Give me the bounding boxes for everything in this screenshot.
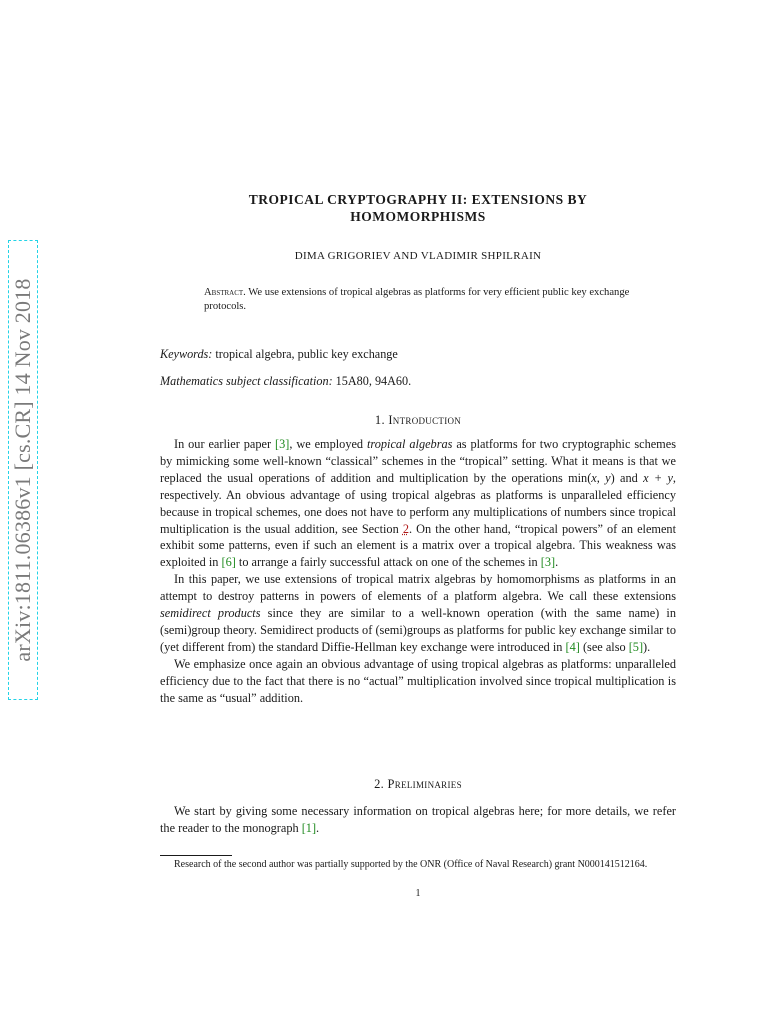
section-heading-introduction	[160, 413, 676, 428]
paper-title	[160, 191, 676, 225]
abstract-text: We use extensions of tropical algebras as platforms for very efficient public key exchange protocols.	[204, 287, 630, 312]
section-title: Introduction	[388, 413, 462, 427]
footnote-rule	[160, 855, 232, 856]
text-run: In this paper, we use extensions of tropical matrix algebras by homomorphisms as platforms in an attempt to destroy patterns in powers of elements of a platform algebra. We call these extensions	[160, 572, 676, 604]
prelim-paragraph-1	[160, 803, 676, 837]
section-number: 2.	[374, 777, 385, 791]
intro-paragraph-3: We emphasize once again an obvious advantage of using tropical algebras as platforms: unparalleled efficiency due to the fact that there is no “actual” multiplication involved since tropical multiplication is the same as “usual” addition.	[160, 656, 676, 705]
citation-link[interactable]: [1]	[301, 820, 317, 835]
citation-link[interactable]: [3]	[540, 555, 556, 570]
msc-classification	[160, 374, 680, 389]
section-heading-preliminaries	[160, 777, 676, 792]
text-run: to arrange a fairly successful attack on one of the schemes in	[235, 555, 541, 570]
text-run: .	[555, 555, 559, 570]
text-run: (see also	[579, 639, 629, 654]
authors: DIMA GRIGORIEV AND VLADIMIR SHPILRAIN	[294, 250, 542, 262]
text-run: . On the other hand, “tropical powers” of an element exhibit some patterns, even if such an element is a matrix over a tropical algebra. This weakness was exploited in	[160, 521, 677, 570]
citation-link[interactable]: [5]	[628, 639, 644, 654]
text-run: ) and	[610, 470, 644, 485]
text-run: , we employed	[289, 437, 367, 451]
arxiv-stamp-text: arXiv:1811.06386v1 [cs.CR] 14 Nov 2018	[10, 278, 35, 662]
text-run: In our earlier paper	[174, 437, 275, 451]
math: x, y	[591, 470, 611, 485]
keywords	[160, 347, 680, 362]
abstract-label: Abstract.	[204, 287, 246, 298]
title-line-1: TROPICAL CRYPTOGRAPHY II: EXTENSIONS BY	[248, 192, 588, 207]
section-number: 1.	[374, 413, 385, 427]
math: x + y	[643, 470, 673, 485]
citation-link[interactable]: [3]	[275, 437, 290, 451]
section-title: Preliminaries	[387, 777, 462, 791]
intro-paragraph-2	[160, 571, 676, 656]
footnote-text: Research of the second author was partially supported by the ONR (Office of Naval Research) grant N000141512164.	[174, 859, 648, 870]
page-number: 1	[415, 888, 421, 899]
msc-label: Mathematics subject classification:	[160, 374, 333, 388]
keywords-text: tropical algebra, public key exchange	[215, 347, 398, 361]
intro-paragraph-1	[160, 436, 676, 571]
msc-text: 15A80, 94A60.	[335, 374, 412, 388]
section-ref-link[interactable]: 2	[402, 521, 409, 536]
preliminaries-body	[160, 803, 676, 837]
emphasis: tropical algebras	[366, 437, 453, 451]
footnote	[160, 858, 676, 872]
text-run: ).	[643, 639, 651, 654]
citation-link[interactable]: [6]	[221, 555, 236, 570]
keywords-label: Keywords:	[160, 347, 213, 361]
citation-link[interactable]: [4]	[565, 639, 580, 654]
text-run: , respectively. An obvious advantage of using tropical algebras as platforms is unparalleled efficiency because in tropical schemes, one does not have to perform any multiplications of numbers since tropical multiplication is the usual addition, see Section	[160, 470, 676, 536]
title-line-2: HOMOMORPHISMS	[350, 209, 486, 224]
arxiv-stamp[interactable]	[8, 240, 38, 700]
text-run: as platforms for two cryptographic schemes by mimicking some well-known “classical” schemes in the “tropical” setting. What it means is that we replaced the usual operations of addition and multiplication by the operations min(	[160, 437, 676, 485]
text-run: We start by giving some necessary information on tropical algebras here; for more details, we refer the reader to the monograph	[160, 804, 676, 835]
emphasis: semidirect products	[160, 606, 261, 621]
abstract	[204, 286, 636, 314]
introduction-body	[160, 436, 676, 707]
text-run: .	[316, 820, 320, 835]
text-run: since they are similar to a well-known operation (with the same name) in (semi)group theory. Semidirect products of (semi)groups as platforms for public key exchange similar to (yet different from) the standard Diffie-Hellman key exchange were introduced in	[160, 606, 676, 654]
